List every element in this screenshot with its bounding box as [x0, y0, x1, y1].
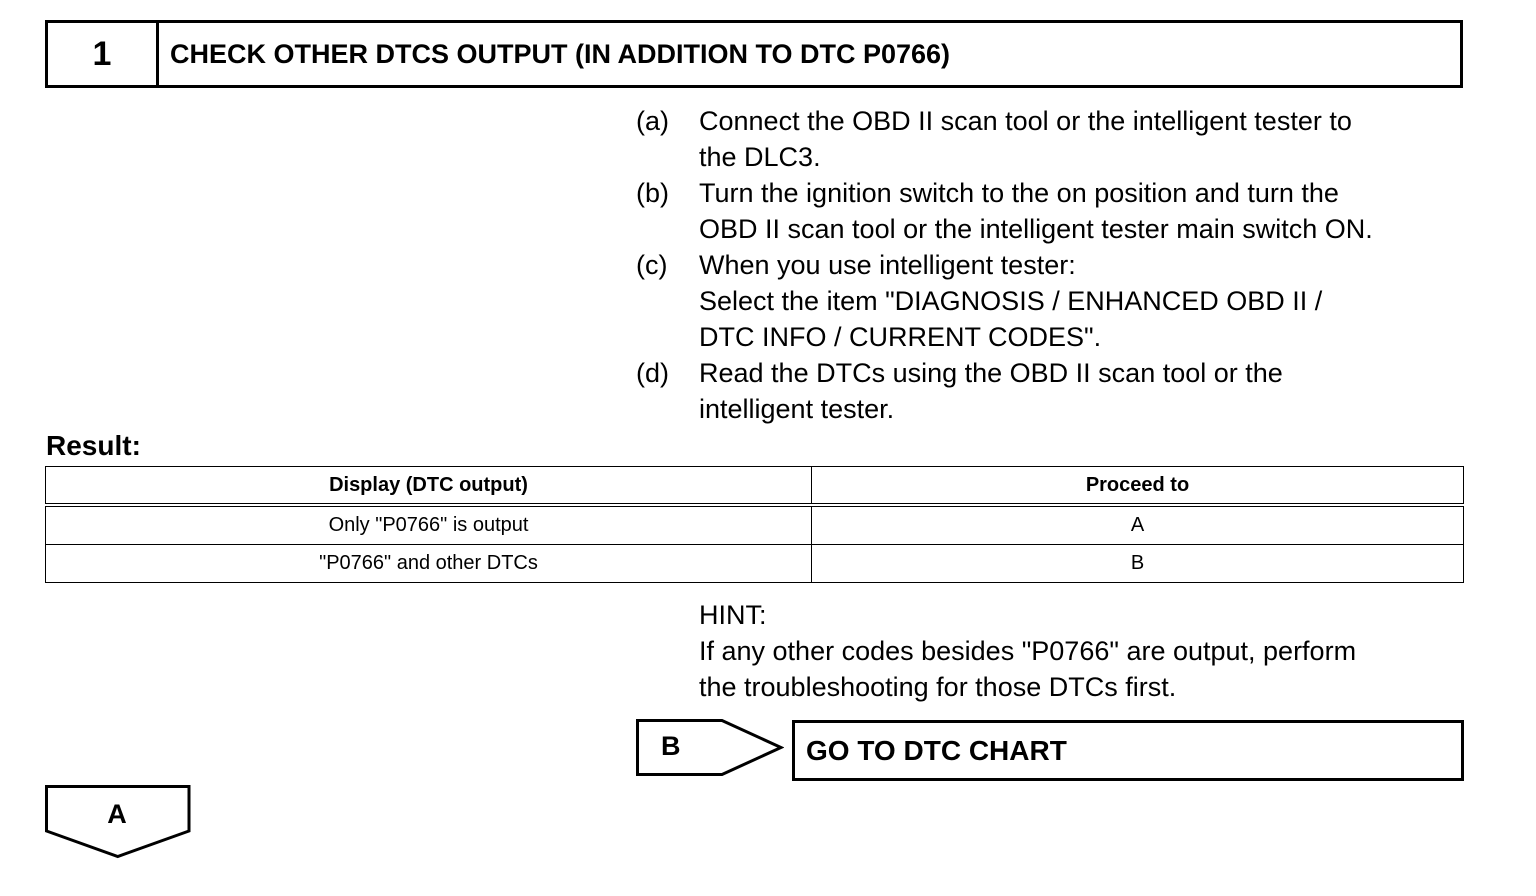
- hint-title: HINT:: [699, 600, 767, 630]
- column-header-proceed: Proceed to: [812, 467, 1464, 506]
- instruction-line: Turn the ignition switch to the on position and turn the: [699, 178, 1339, 208]
- instruction-marker: (a): [636, 106, 669, 136]
- instruction-item-b: [636, 175, 1476, 247]
- right-arrow-icon: [636, 719, 784, 776]
- instruction-text: [699, 355, 1283, 427]
- table-header-row: [46, 467, 1464, 506]
- instruction-line: intelligent tester.: [699, 394, 895, 424]
- hint-block: [699, 597, 1356, 705]
- instruction-text: [699, 247, 1322, 355]
- hint-line: If any other codes besides "P0766" are output, perform: [699, 636, 1357, 666]
- step-title: CHECK OTHER DTCS OUTPUT (IN ADDITION TO DTC P0766): [170, 38, 951, 69]
- table-cell-display: "P0766" and other DTCs: [46, 545, 812, 583]
- result-label: Result:: [46, 430, 141, 461]
- flow-arrow-a: [45, 785, 191, 859]
- step-number: 1: [48, 23, 159, 85]
- hint-line: the troubleshooting for those DTCs first.: [699, 672, 1177, 702]
- instruction-line: When you use intelligent tester:: [699, 250, 1076, 280]
- table-row: [46, 545, 1464, 583]
- instruction-text: [699, 175, 1373, 247]
- instruction-marker: (d): [636, 358, 669, 388]
- instruction-item-d: [636, 355, 1476, 427]
- table-cell-display: Only "P0766" is output: [46, 505, 812, 545]
- table-cell-proceed: A: [812, 505, 1464, 545]
- flow-label-b: B: [661, 731, 681, 761]
- step-header: [45, 20, 1463, 88]
- instruction-line: Read the DTCs using the OBD II scan tool or the: [699, 358, 1283, 388]
- table-row: [46, 505, 1464, 545]
- instruction-text: [699, 103, 1352, 175]
- flow-arrow-b: [636, 719, 784, 776]
- table-cell-proceed: B: [812, 545, 1464, 583]
- instruction-marker: (c): [636, 250, 668, 280]
- instruction-item-c: [636, 247, 1476, 355]
- instruction-marker: (b): [636, 178, 669, 208]
- go-to-dtc-chart-box: GO TO DTC CHART: [792, 720, 1464, 781]
- instruction-line: the DLC3.: [699, 142, 821, 172]
- instruction-item-a: [636, 103, 1476, 175]
- instruction-line: OBD II scan tool or the intelligent tester main switch ON.: [699, 214, 1373, 244]
- result-table: [45, 466, 1464, 583]
- instruction-line: DTC INFO / CURRENT CODES".: [699, 322, 1102, 352]
- flow-label-a: A: [107, 799, 127, 829]
- instruction-line: Select the item "DIAGNOSIS / ENHANCED OBD II /: [699, 286, 1323, 316]
- column-header-display: Display (DTC output): [46, 467, 812, 506]
- instruction-list: [636, 103, 1476, 427]
- instruction-line: Connect the OBD II scan tool or the intelligent tester to: [699, 106, 1352, 136]
